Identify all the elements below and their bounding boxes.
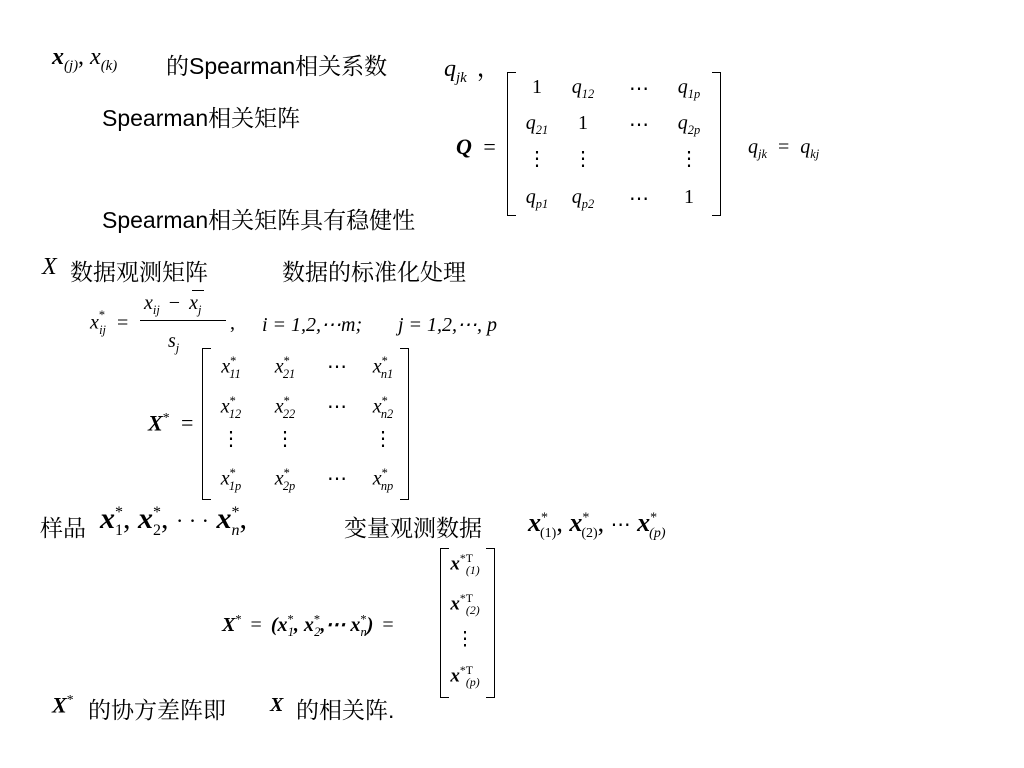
xstar-matrix-lhs: X* =: [148, 410, 194, 436]
q-matrix-cell: 1: [684, 186, 694, 208]
line1-text: 的Spearman相关系数: [166, 53, 388, 79]
std-numerator: $x_{ij} - x_j$: [144, 292, 202, 317]
column-cell: $x^{*T}_{(1)}$: [450, 552, 480, 578]
label-spearman-matrix: Spearman相关矩阵: [102, 105, 301, 131]
column-cell: $x^{*T}_{(2)}$: [450, 592, 480, 618]
data-line-text1: 数据观测矩阵: [70, 259, 208, 285]
variable-vectors: $x^*_{(1)}$, $x^*_{(2)}$, ⋯ $x^*_{(p)}$: [528, 508, 666, 542]
xstar-matrix-cell: ⋯: [327, 396, 347, 418]
q-matrix-cell: $q_{p2}$: [571, 186, 595, 211]
xstar-matrix-cell: $x^*_{np}$: [372, 466, 394, 493]
xstar-matrix-cell: $x^*_{22}$: [274, 394, 296, 421]
q-matrix-cell: $q_{2p}$: [677, 112, 701, 137]
xstar-matrix-cell: $x^*_{n1}$: [372, 354, 394, 381]
std-lhs: $x^*_{ij}$ =: [90, 308, 129, 337]
xstar-eq-lhs: $X^* = (x^*_1$, $x^*_2,\cdots$ $x^*_n$) =: [222, 612, 394, 639]
std-mean-bar: [192, 290, 204, 291]
xstar-matrix-cell: $x^*_{n2}$: [372, 394, 394, 421]
std-denominator: $s_j$: [168, 330, 180, 355]
q-matrix-cell: ⋯: [629, 114, 649, 136]
xstar-matrix-cell: $x^*_{11}$: [221, 354, 241, 381]
xstar-matrix-cell: ⋮: [221, 428, 241, 450]
sample-label: 样品: [40, 515, 86, 541]
q-matrix-lhs: Q =: [456, 134, 496, 159]
line1-q: $q_{jk}$ ，: [444, 56, 501, 86]
xstar-matrix-cell: ⋮: [373, 428, 393, 450]
final-x: X*: [52, 692, 74, 718]
line1-vectors: $x_{(j)}$, $x_{(k)}$: [52, 44, 118, 74]
q-matrix-cell: ⋮: [527, 148, 547, 170]
sample-vectors: $x^*_1$, $x^*_2$, · · · $x^*_n$,: [100, 502, 247, 539]
column-cell: $x^{*T}_{(p)}$: [450, 664, 480, 690]
data-line-text2: 数据的标准化处理: [282, 259, 466, 285]
final-text1: 的协方差阵即: [88, 697, 226, 723]
q-matrix-cell: ⋯: [629, 78, 649, 100]
q-matrix-cell: $q_{12}$: [571, 76, 595, 101]
q-matrix-cell: ⋮: [679, 148, 699, 170]
q-matrix-cell: 1: [532, 76, 542, 98]
xstar-eq-row: ($x^*_1$, $x^*_2,\cdots$ $x^*_n$): [270, 612, 374, 639]
q-matrix-cell: 1: [578, 112, 588, 134]
xstar-matrix-cell: ⋯: [327, 468, 347, 490]
std-range-i: i = 1,2,⋯m;: [262, 314, 363, 336]
xstar-matrix-cell: $x^*_{12}$: [220, 394, 242, 421]
q-matrix-cell: $q_{21}$: [525, 112, 549, 137]
label-spearman-robust: Spearman相关矩阵具有稳健性: [102, 207, 416, 233]
final-text2: 的相关阵.: [296, 697, 395, 723]
xstar-matrix-cell: $x^*_{1p}$: [220, 466, 242, 493]
q-matrix-cell: $q_{p1}$: [525, 186, 549, 211]
column-cell: ⋮: [455, 629, 475, 650]
xstar-matrix-cell: ⋮: [275, 428, 295, 450]
final-x2: X: [270, 694, 284, 716]
std-range-j: j = 1,2,⋯, p: [398, 314, 498, 336]
q-matrix-cell: $q_{1p}$: [677, 76, 701, 101]
xstar-matrix-cell: ⋯: [327, 356, 347, 378]
q-matrix-cell: ⋮: [573, 148, 593, 170]
std-comma: ,: [230, 312, 235, 334]
std-fraction-bar: [140, 320, 226, 321]
xstar-matrix-cell: $x^*_{21}$: [274, 354, 296, 381]
data-line-x: X: [42, 254, 57, 280]
symmetry-relation: $q_{jk} = q_{kj}$: [748, 136, 820, 161]
variable-label: 变量观测数据: [344, 515, 482, 541]
q-matrix-cell: ⋯: [629, 188, 649, 210]
xstar-matrix-cell: $x^*_{2p}$: [274, 466, 296, 493]
